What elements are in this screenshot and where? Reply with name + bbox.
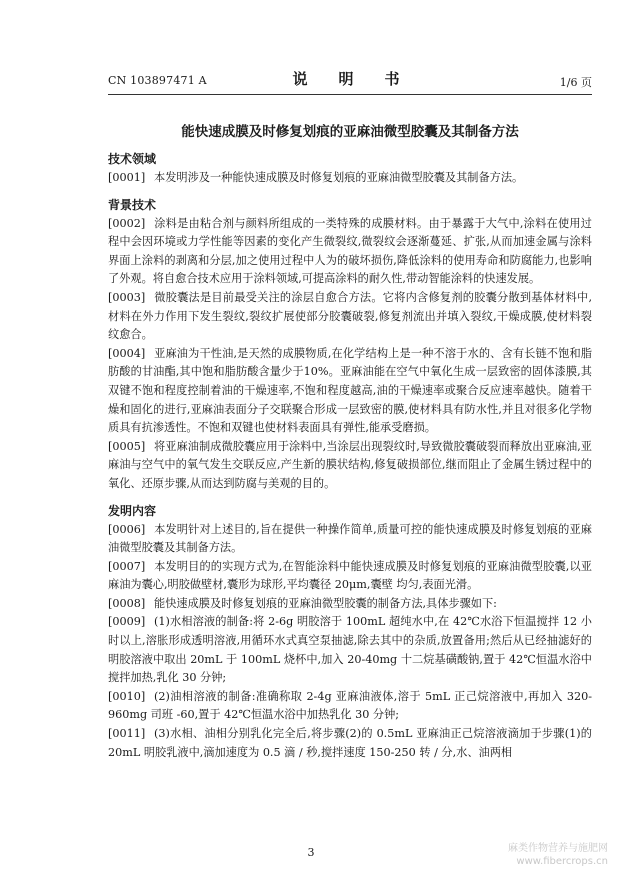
paragraph-text: 本发明目的的实现方式为,在智能涂料中能快速成膜及时修复划痕的亚麻油微型胶囊,以亚麻油为囊心,明胶做壁材,囊形为球形,平均囊径 20μm,囊壁 均匀,表面光滑。 [108, 559, 592, 592]
paragraph-number: [0003] [108, 290, 146, 304]
paragraph-text: 亚麻油为干性油,是天然的成膜物质,在化学结构上是一种不溶于水的、含有长链不饱和脂肪酸的甘油酯,其中饱和脂肪酸含量少于10%。亚麻油能在空气中氧化生成一层致密的固体漆膜,其双键不饱和程度控制着油的干燥速率,不饱和程度越高,油的干燥速率或聚合反应速率越快。随着干燥和固化的进行,亚麻油表面分子交联聚合形成一层致密的膜,使材料具有防水性,并且对很多化学物质具有抗渗透性。不饱和双键也使材料表面具有弹性,能承受磨损。 [108, 346, 592, 435]
paragraph [108, 595, 592, 614]
paragraph-number: [0004] [108, 346, 146, 360]
paragraph-text: 微胶囊法是目前最受关注的涂层自愈合方法。它将内含修复剂的胶囊分散到基体材料中,材料在外力作用下发生裂纹,裂纹扩展使部分胶囊破裂,修复剂流出并填入裂纹,干燥成膜,使材料裂纹愈合。 [108, 290, 592, 342]
patent-number: CN 103897471 A [108, 74, 207, 87]
watermark-line2: www.fibercrops.cn [516, 856, 608, 867]
document-body [108, 150, 592, 762]
paragraph-number: [0002] [108, 216, 146, 230]
watermark-line1: 麻类作物营养与施肥网 [508, 843, 608, 854]
paragraph [108, 558, 592, 595]
paragraph-number: [0005] [108, 439, 146, 453]
paragraph-number: [0008] [108, 596, 146, 610]
paragraph-number: [0006] [108, 522, 146, 536]
page-indicator: 1/6 页 [559, 76, 592, 89]
section-heading: 技术领域 [108, 152, 157, 166]
paragraph-text: (3)水相、油相分别乳化完全后,将步骤(2)的 0.5mL 亚麻油正己烷溶液滴加于步骤(1)的 20mL 明胶乳液中,滴加速度为 0.5 滴 / 秒,搅拌速度 150-250 转 / 分,水、油两相 [108, 727, 592, 759]
paragraph [108, 613, 592, 687]
paragraph-number: [0001] [108, 171, 146, 184]
paragraph [108, 169, 592, 188]
paragraph [108, 688, 592, 725]
page-number: 3 [307, 846, 315, 859]
paragraph-number: [0009] [108, 615, 146, 629]
document-title: 能快速成膜及时修复划痕的亚麻油微型胶囊及其制备方法 [181, 124, 519, 140]
paragraph [108, 438, 592, 494]
paragraph [108, 345, 592, 438]
paragraph [108, 521, 592, 558]
document-type: 说 明 书 [292, 70, 408, 88]
paragraph-text: (2)油相溶液的制备:准确称取 2-4g 亚麻油液体,溶于 5mL 正己烷溶液中,再加入 320-960mg 司班 -60,置于 42℃恒温水浴中加热乳化 30 分钟; [108, 689, 592, 722]
paragraph-number: [0007] [108, 559, 146, 573]
paragraph-number: [0011] [108, 727, 146, 741]
paragraph [108, 289, 592, 345]
paragraph [108, 215, 592, 289]
paragraph-number: [0010] [108, 689, 146, 703]
paragraph-text: 将亚麻油制成微胶囊应用于涂料中,当涂层出现裂纹时,导致微胶囊破裂而释放出亚麻油,亚麻油与空气中的氧气发生交联反应,产生新的膜状结构,修复破损部位,继而阻止了金属生锈过程中的氧化、还原步骤,从而达到防腐与美观的目的。 [108, 439, 592, 490]
paragraph-text: 涂料是由粘合剂与颜料所组成的一类特殊的成膜材料。由于暴露于大气中,涂料在使用过程中会因环境或力学性能等因素的变化产生微裂纹,微裂纹会逐渐蔓延、扩张,从而加速金属与涂料界面上涂料的剥离和分层,加之使用过程中人为的破坏损伤,降低涂料的使用寿命和防腐能力,也影响了外观。将自愈合技术应用于涂料领域,可提高涂料的耐久性,带动智能涂料的快速发展。 [108, 216, 592, 286]
paragraph [108, 725, 592, 762]
paragraph-text: 能快速成膜及时修复划痕的亚麻油微型胶囊的制备方法,具体步骤如下: [154, 596, 497, 610]
page-header [108, 68, 592, 90]
paragraph-text: (1)水相溶液的制备:将 2-6g 明胶溶于 100mL 超纯水中,在 42℃水浴下恒温搅拌 12 小时以上,溶胀形成透明溶液,用循环水式真空泵抽滤,除去其中的杂质,放置备用;然后从已经抽滤好的明胶溶液中取出 20mL 于 100mL 烧杯中,加入 20-40mg 十二烷基磺酸钠,置于 42℃恒温水浴中搅拌加热,乳化 30 分钟; [108, 615, 592, 685]
header-divider [108, 94, 592, 95]
paragraph-text: 本发明针对上述目的,旨在提供一种操作简单,质量可控的能快速成膜及时修复划痕的亚麻油微型胶囊及其制备方法。 [108, 522, 592, 555]
section-heading: 背景技术 [108, 197, 157, 212]
watermark [508, 842, 608, 868]
section-heading: 发明内容 [108, 503, 157, 518]
paragraph-text: 本发明涉及一种能快速成膜及时修复划痕的亚麻油微型胶囊及其制备方法。 [154, 171, 524, 184]
